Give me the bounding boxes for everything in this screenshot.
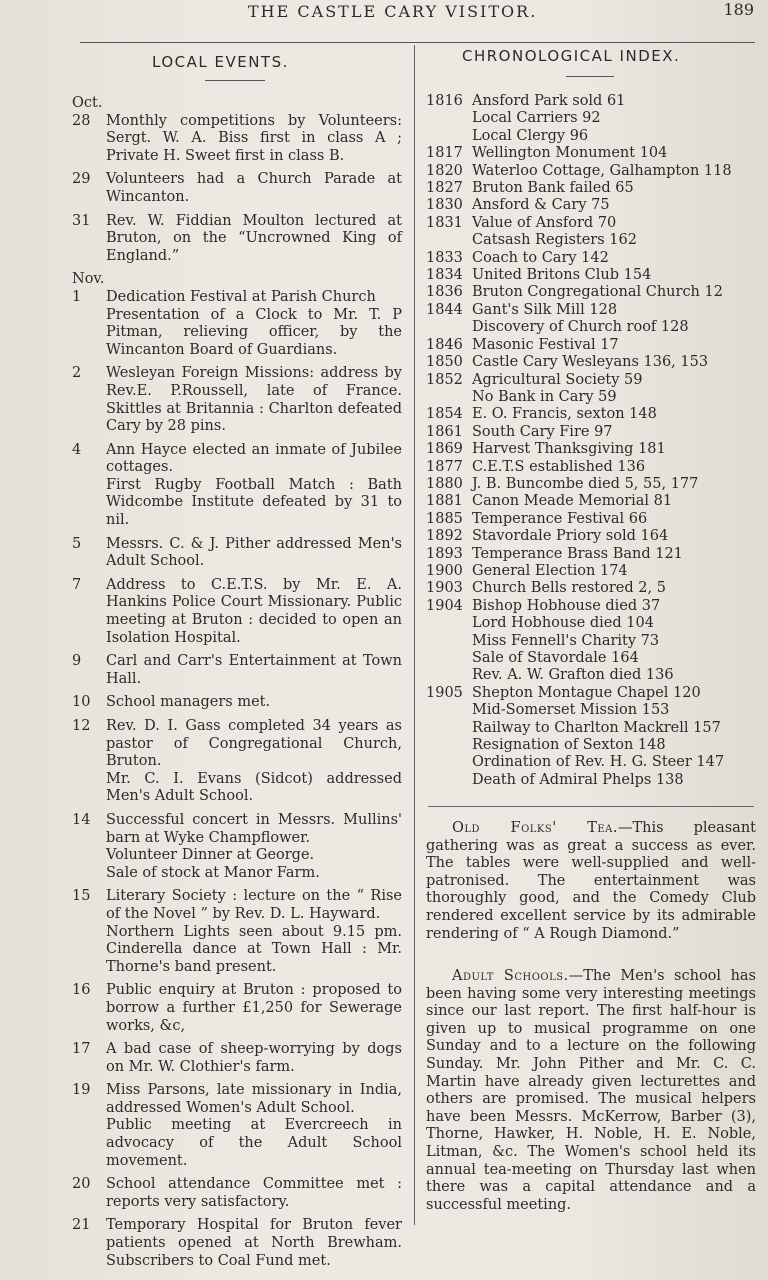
header-rule bbox=[80, 42, 755, 43]
index-text: Catsash Registers 162 bbox=[472, 232, 637, 249]
index-text: C.E.T.S established 136 bbox=[472, 458, 646, 475]
event-text: Rev. W. Fiddian Moulton lectured at Bruton, on the “Uncrowned King of England.” bbox=[106, 212, 402, 264]
index-year: 1833 bbox=[426, 249, 463, 266]
index-text: Local Clergy 96 bbox=[472, 127, 589, 144]
index-entry bbox=[426, 667, 756, 684]
index-entry bbox=[426, 720, 756, 737]
index-year: 1816 bbox=[426, 93, 463, 109]
index-year: 1830 bbox=[426, 197, 463, 214]
index-text: Bruton Bank failed 65 bbox=[472, 180, 634, 197]
index-year bbox=[426, 650, 472, 667]
index-text: Stavordale Priory sold 164 bbox=[472, 528, 669, 545]
event-text: Mr. C. I. Evans (Sidcot) addressed Men's Adult School. bbox=[106, 770, 402, 805]
index-entry bbox=[426, 737, 756, 754]
index-text: Ordination of Rev. H. G. Steer 147 bbox=[472, 754, 725, 771]
index-entry bbox=[426, 424, 756, 441]
index-entry bbox=[426, 598, 756, 615]
event-day: 5 bbox=[72, 535, 82, 552]
index-entry bbox=[426, 389, 756, 406]
index-text: Mid-Somerset Mission 153 bbox=[472, 702, 670, 719]
index-entry bbox=[426, 110, 756, 127]
event-text: Rev. D. I. Gass completed 34 years as pastor of Congregational Church, Bruton. bbox=[106, 718, 402, 770]
index-text: Bishop Hobhouse died 37 bbox=[472, 597, 661, 614]
index-text: Ansford Park sold 61 bbox=[472, 93, 626, 109]
index-text: General Election 174 bbox=[472, 562, 628, 579]
event-day: 4 bbox=[72, 441, 82, 458]
event-text: Volunteers had a Church Parade at Wincanton. bbox=[106, 171, 402, 205]
event-text: Literary Society : lecture on the “ Rise of the Novel ” by Rev. D. L. Hayward. bbox=[106, 888, 402, 922]
index-year: 1850 bbox=[426, 354, 463, 371]
column-divider bbox=[414, 45, 415, 1225]
chronological-index-heading: CHRONOLOGICAL INDEX. bbox=[462, 47, 681, 65]
event-entry bbox=[72, 365, 402, 435]
index-year: 1831 bbox=[426, 214, 463, 231]
event-day: 28 bbox=[72, 112, 91, 129]
index-year: 1854 bbox=[426, 406, 463, 423]
index-text: Temperance Brass Band 121 bbox=[472, 545, 683, 562]
event-text: Address to C.E.T.S. by Mr. E. A. Hankins Police Court Missionary. Public meeting at Bruton : decided to open an Isolation Hospital. bbox=[106, 576, 402, 646]
index-year bbox=[426, 754, 472, 771]
index-entry bbox=[426, 580, 756, 597]
local-events-list bbox=[72, 95, 402, 1276]
index-year: 1827 bbox=[426, 180, 463, 197]
index-text: Canon Meade Memorial 81 bbox=[472, 493, 673, 510]
event-text: Northern Lights seen about 9.15 pm. Cinderella dance at Town Hall : Mr. Thorne's band present. bbox=[106, 923, 402, 975]
index-year: 1885 bbox=[426, 510, 463, 527]
event-day: 15 bbox=[72, 888, 91, 905]
index-text: J. B. Buncombe died 5, 55, 177 bbox=[472, 475, 699, 492]
index-text: Sale of Stavordale 164 bbox=[472, 650, 639, 666]
event-entry bbox=[72, 1041, 402, 1076]
index-entry bbox=[426, 197, 756, 214]
index-text: Bruton Congregational Church 12 bbox=[472, 284, 723, 301]
index-text: Miss Fennell's Charity 73 bbox=[472, 632, 660, 649]
index-entry bbox=[426, 528, 756, 545]
index-text: Shepton Montague Chapel 120 bbox=[472, 684, 701, 701]
local-events-heading: LOCAL EVENTS. bbox=[152, 53, 289, 71]
paragraph-body: —This pleasant gathering was as great a success as ever. The tables were well-supplied and well-patronised. The entertainment was thoroughly good, and the Comedy Club rendered excellent service by its admirable rendering of “ A Rough Diamond.” bbox=[426, 820, 756, 942]
event-entry bbox=[72, 1176, 402, 1211]
event-day: 9 bbox=[72, 653, 82, 670]
event-entry bbox=[72, 1082, 402, 1170]
event-text: School attendance Committee met : reports very satisfactory. bbox=[106, 1176, 402, 1210]
index-year: 1834 bbox=[426, 267, 463, 284]
index-text: South Cary Fire 97 bbox=[472, 423, 613, 440]
index-entry bbox=[426, 546, 756, 563]
index-year: 1817 bbox=[426, 145, 463, 162]
index-entry bbox=[426, 754, 756, 771]
index-text: Church Bells restored 2, 5 bbox=[472, 580, 666, 597]
index-entry bbox=[426, 406, 756, 423]
index-year: 1893 bbox=[426, 545, 463, 562]
event-day: 19 bbox=[72, 1082, 91, 1099]
index-entry bbox=[426, 563, 756, 580]
event-day: 20 bbox=[72, 1176, 91, 1193]
month-label: Oct. bbox=[72, 95, 103, 111]
running-header: THE CASTLE CARY VISITOR. bbox=[248, 2, 538, 21]
index-year: 1903 bbox=[426, 580, 463, 597]
index-entry bbox=[426, 633, 756, 650]
event-entry bbox=[72, 213, 402, 266]
event-day: 21 bbox=[72, 1217, 91, 1234]
event-text: Sale of stock at Manor Farm. bbox=[106, 864, 320, 881]
index-entry bbox=[426, 215, 756, 232]
chronological-index-list bbox=[426, 93, 756, 789]
event-day: 12 bbox=[72, 718, 91, 734]
index-entry bbox=[426, 232, 756, 249]
index-text: Rev. A. W. Grafton died 136 bbox=[472, 667, 674, 684]
index-text: Death of Admiral Phelps 138 bbox=[472, 771, 684, 788]
event-entry bbox=[72, 442, 402, 530]
event-entry bbox=[72, 718, 402, 806]
event-day: 29 bbox=[72, 171, 91, 188]
event-entry bbox=[72, 171, 402, 206]
index-year: 1820 bbox=[426, 162, 463, 179]
event-day: 2 bbox=[72, 365, 82, 382]
index-text: Value of Ansford 70 bbox=[472, 214, 617, 231]
index-entry bbox=[426, 302, 756, 319]
index-year bbox=[426, 737, 472, 754]
event-entry bbox=[72, 289, 402, 359]
event-text: A bad case of sheep-worrying by dogs on Mr. W. Clothier's farm. bbox=[106, 1041, 402, 1075]
event-text: Miss Parsons, late missionary in India, addressed Women's Adult School. bbox=[106, 1082, 402, 1116]
index-year bbox=[426, 389, 472, 406]
index-entry bbox=[426, 685, 756, 702]
event-text: Volunteer Dinner at George. bbox=[106, 847, 315, 864]
index-year: 1846 bbox=[426, 336, 463, 353]
index-entry bbox=[426, 493, 756, 510]
index-text: Railway to Charlton Mackrell 157 bbox=[472, 719, 721, 736]
event-text: Carl and Carr's Entertainment at Town Hall. bbox=[106, 653, 402, 687]
index-year bbox=[426, 772, 472, 789]
event-text: School managers met. bbox=[106, 694, 271, 711]
index-year: 1869 bbox=[426, 441, 463, 458]
event-entry bbox=[72, 653, 402, 688]
index-text: Ansford & Cary 75 bbox=[472, 197, 610, 214]
event-entry bbox=[72, 888, 402, 976]
event-day: 16 bbox=[72, 982, 91, 999]
index-entry bbox=[426, 93, 756, 110]
index-entry bbox=[426, 772, 756, 789]
event-entry bbox=[72, 982, 402, 1035]
index-text: E. O. Francis, sexton 148 bbox=[472, 406, 657, 423]
index-entry bbox=[426, 354, 756, 371]
local-events-rule bbox=[205, 80, 265, 81]
event-text: Monthly competitions by Volunteers: Sergt. W. A. Biss first in class A ; Private H. Sweet first in class B. bbox=[106, 112, 402, 164]
index-year bbox=[426, 319, 472, 336]
index-year bbox=[426, 615, 472, 632]
index-year bbox=[426, 128, 472, 145]
index-text: Castle Cary Wesleyans 136, 153 bbox=[472, 354, 709, 371]
event-entry bbox=[72, 113, 402, 166]
index-year bbox=[426, 702, 472, 719]
index-text: Lord Hobhouse died 104 bbox=[472, 615, 654, 632]
paragraph-body: —The Men's school has been having some very interesting meetings since our last report. The first half-hour is given up to musical programme on one Sunday and to a lecture on the following Sunday. Mr. John Pither and Mr. C. C. Martin have already given lecturettes and others are promised. The musical helpers have been Messrs. McKerrow, Barber (3), Thorne, Hawker, H. Noble, H. E. Noble, Litman, &c. The Women's school held its annual tea-meeting on Thursday last when there was a capital attendance and a successful meeting. bbox=[426, 968, 756, 1213]
index-year: 1900 bbox=[426, 562, 463, 579]
index-text: Local Carriers 92 bbox=[472, 110, 601, 127]
index-entry bbox=[426, 702, 756, 719]
event-text: Dedication Festival at Parish Church bbox=[106, 288, 376, 305]
event-text: Temporary Hospital for Bruton fever patients opened at North Brewham. Subscribers to Coal Fund met. bbox=[106, 1217, 402, 1269]
index-entry bbox=[426, 284, 756, 301]
index-entry bbox=[426, 180, 756, 197]
index-year bbox=[426, 633, 472, 650]
index-entry bbox=[426, 650, 756, 667]
index-text: Agricultural Society 59 bbox=[472, 371, 643, 388]
index-year: 1904 bbox=[426, 597, 463, 614]
index-text: Harvest Thanksgiving 181 bbox=[472, 441, 666, 458]
event-day: 14 bbox=[72, 811, 91, 828]
index-text: Waterloo Cottage, Galhampton 118 bbox=[472, 162, 732, 179]
event-text: First Rugby Football Match : Bath Widcombe Institute defeated by 31 to nil. bbox=[106, 476, 402, 529]
event-day: 7 bbox=[72, 576, 82, 593]
event-text: Messrs. C. & J. Pither addressed Men's Adult School. bbox=[106, 535, 402, 570]
index-entry bbox=[426, 145, 756, 162]
index-entry bbox=[426, 615, 756, 632]
index-entry bbox=[426, 128, 756, 145]
index-year: 1892 bbox=[426, 528, 463, 545]
index-text: No Bank in Cary 59 bbox=[472, 388, 617, 405]
month-label: Nov. bbox=[72, 271, 105, 288]
index-entry bbox=[426, 163, 756, 180]
index-year bbox=[426, 232, 472, 249]
event-entry bbox=[72, 1217, 402, 1270]
event-text: Successful concert in Messrs. Mullins' barn at Wyke Champflower. bbox=[106, 811, 402, 846]
event-text: Public meeting at Evercreech in advocacy of the Adult School movement. bbox=[106, 1117, 402, 1169]
event-text: Wesleyan Foreign Missions: address by Rev.E. P.Roussell, late of France. Skittles at Britannia : Charlton defeated Cary by 28 pins. bbox=[106, 365, 402, 435]
old-folks-tea-paragraph bbox=[426, 820, 756, 943]
index-year bbox=[426, 667, 472, 684]
index-year bbox=[426, 720, 472, 737]
index-year: 1836 bbox=[426, 284, 463, 301]
index-year bbox=[426, 110, 472, 127]
index-text: United Britons Club 154 bbox=[472, 267, 652, 284]
paragraph-lead: Old Folks' Tea. bbox=[452, 820, 619, 836]
event-entry bbox=[72, 536, 402, 571]
index-year: 1861 bbox=[426, 423, 463, 440]
section-separator bbox=[428, 806, 754, 807]
index-text: Wellington Monument 104 bbox=[472, 145, 668, 162]
index-year: 1852 bbox=[426, 371, 463, 388]
event-day: 10 bbox=[72, 694, 91, 711]
index-entry bbox=[426, 319, 756, 336]
event-entry bbox=[72, 577, 402, 647]
event-text: Ann Hayce elected an inmate of Jubilee cottages. bbox=[106, 441, 402, 476]
index-year: 1877 bbox=[426, 458, 463, 475]
index-entry bbox=[426, 441, 756, 458]
index-year: 1905 bbox=[426, 684, 463, 701]
index-text: Resignation of Sexton 148 bbox=[472, 737, 666, 754]
event-day: 31 bbox=[72, 212, 91, 229]
index-entry bbox=[426, 372, 756, 389]
paragraph-lead: Adult Schools. bbox=[452, 968, 569, 984]
index-entry bbox=[426, 267, 756, 284]
event-entry bbox=[72, 694, 402, 712]
event-text: Presentation of a Clock to Mr. T. P Pitman, relieving officer, by the Wincanton Board of Guardians. bbox=[106, 306, 402, 358]
index-year: 1881 bbox=[426, 493, 463, 510]
chronological-index-rule bbox=[566, 76, 614, 77]
index-text: Masonic Festival 17 bbox=[472, 336, 619, 353]
index-entry bbox=[426, 459, 756, 476]
adult-schools-paragraph bbox=[426, 968, 756, 1214]
event-day: 17 bbox=[72, 1041, 91, 1058]
index-entry bbox=[426, 476, 756, 493]
index-year: 1880 bbox=[426, 475, 463, 492]
index-text: Temperance Festival 66 bbox=[472, 510, 648, 527]
event-entry bbox=[72, 812, 402, 882]
index-entry bbox=[426, 337, 756, 354]
index-text: Coach to Cary 142 bbox=[472, 249, 609, 266]
index-text: Gant's Silk Mill 128 bbox=[472, 301, 618, 318]
event-text: Public enquiry at Bruton : proposed to borrow a further £1,250 for Sewerage works, &c, bbox=[106, 982, 402, 1034]
event-day: 1 bbox=[72, 288, 82, 305]
page-number: 189 bbox=[723, 0, 754, 19]
index-entry bbox=[426, 250, 756, 267]
index-year: 1844 bbox=[426, 301, 463, 318]
index-entry bbox=[426, 511, 756, 528]
index-text: Discovery of Church roof 128 bbox=[472, 319, 689, 336]
